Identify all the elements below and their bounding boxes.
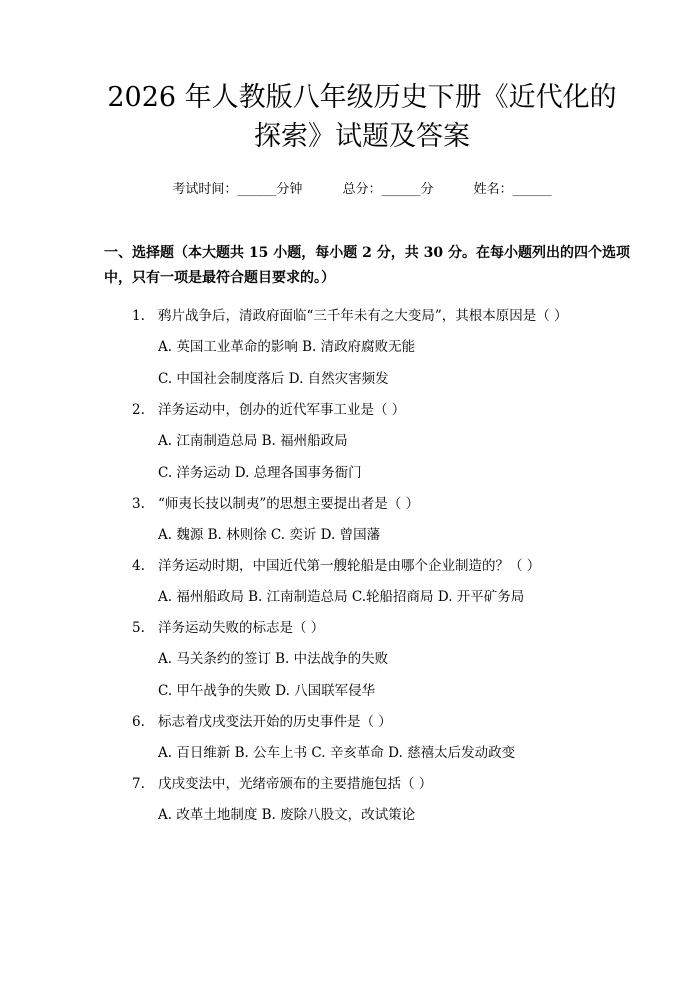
question-options [158,425,640,489]
question-item [132,489,640,551]
student-name-field: 姓名：______ [473,182,552,197]
exam-time-field: 考试时间：______分钟 [172,182,303,197]
option-line: A. 马关条约的签订 B. 中法战争的失败 [158,651,389,667]
question-options [158,737,640,769]
question-text: 鸦片战争后，清政府面临“三千年未有之大变局”，其根本原因是（ ） [158,308,568,324]
question-number: 6. [132,714,145,730]
option-line: A. 改革土地制度 B. 废除八股文，改试策论 [158,807,416,823]
option-line: A. 魏源 B. 林则徐 C. 奕䜣 D. 曾国藩 [158,527,381,543]
question-options [158,331,640,395]
question-stem [132,707,640,737]
question-text: 洋务运动时期，中国近代第一艘轮船是由哪个企业制造的？（ ） [158,558,541,574]
option-line: A. 江南制造总局 B. 福州船政局 [158,433,348,449]
option-line: A. 英国工业革命的影响 B. 清政府腐败无能 [158,339,416,355]
exam-info [84,181,640,199]
question-text: “师夷长技以制夷”的思想主要提出者是（ ） [158,496,420,512]
question-stem [132,613,640,643]
question-options [158,643,640,707]
question-item [132,395,640,489]
question-item [132,769,640,831]
question-item [132,613,640,707]
question-stem [132,551,640,581]
option-line: C. 甲午战争的失败 D. 八国联军侵华 [158,683,376,699]
question-item [132,551,640,613]
question-list [104,301,640,831]
question-number: 5. [132,620,145,636]
question-text: 洋务运动失败的标志是（ ） [158,620,325,636]
question-stem [132,489,640,519]
question-options [158,799,640,831]
question-text: 标志着戊戌变法开始的历史事件是（ ） [158,714,392,730]
option-line: A. 百日维新 B. 公车上书 C. 辛亥革命 D. 慈禧太后发动政变 [158,745,516,761]
document-title: 2026 年人教版八年级历史下册《近代化的探索》试题及答案 [107,82,617,152]
total-score-field: 总分：______分 [342,182,434,197]
option-line: C. 中国社会制度落后 D. 自然灾害频发 [158,371,389,387]
question-number: 1. [132,308,145,324]
question-options [158,519,640,551]
question-stem [132,769,640,799]
question-number: 4. [132,558,145,574]
question-options [158,581,640,613]
section-heading: 一、选择题（本大题共 15 小题，每小题 2 分，共 30 分。在每小题列出的四个选项中，只有一项是最符合题目要求的。） [104,245,630,286]
option-line: C. 洋务运动 D. 总理各国事务衙门 [158,465,362,481]
question-item [132,301,640,395]
question-stem [132,301,640,331]
question-number: 2. [132,402,145,418]
question-text: 洋务运动中，创办的近代军事工业是（ ） [158,402,406,418]
question-stem [132,395,640,425]
question-item [132,707,640,769]
option-line: A. 福州船政局 B. 江南制造总局 C.轮船招商局 D. 开平矿务局 [158,589,525,605]
question-number: 7. [132,776,145,792]
question-text: 戊戌变法中，光绪帝颁布的主要措施包括（ ） [158,776,433,792]
document-page [0,78,700,983]
question-number: 3. [132,496,145,512]
